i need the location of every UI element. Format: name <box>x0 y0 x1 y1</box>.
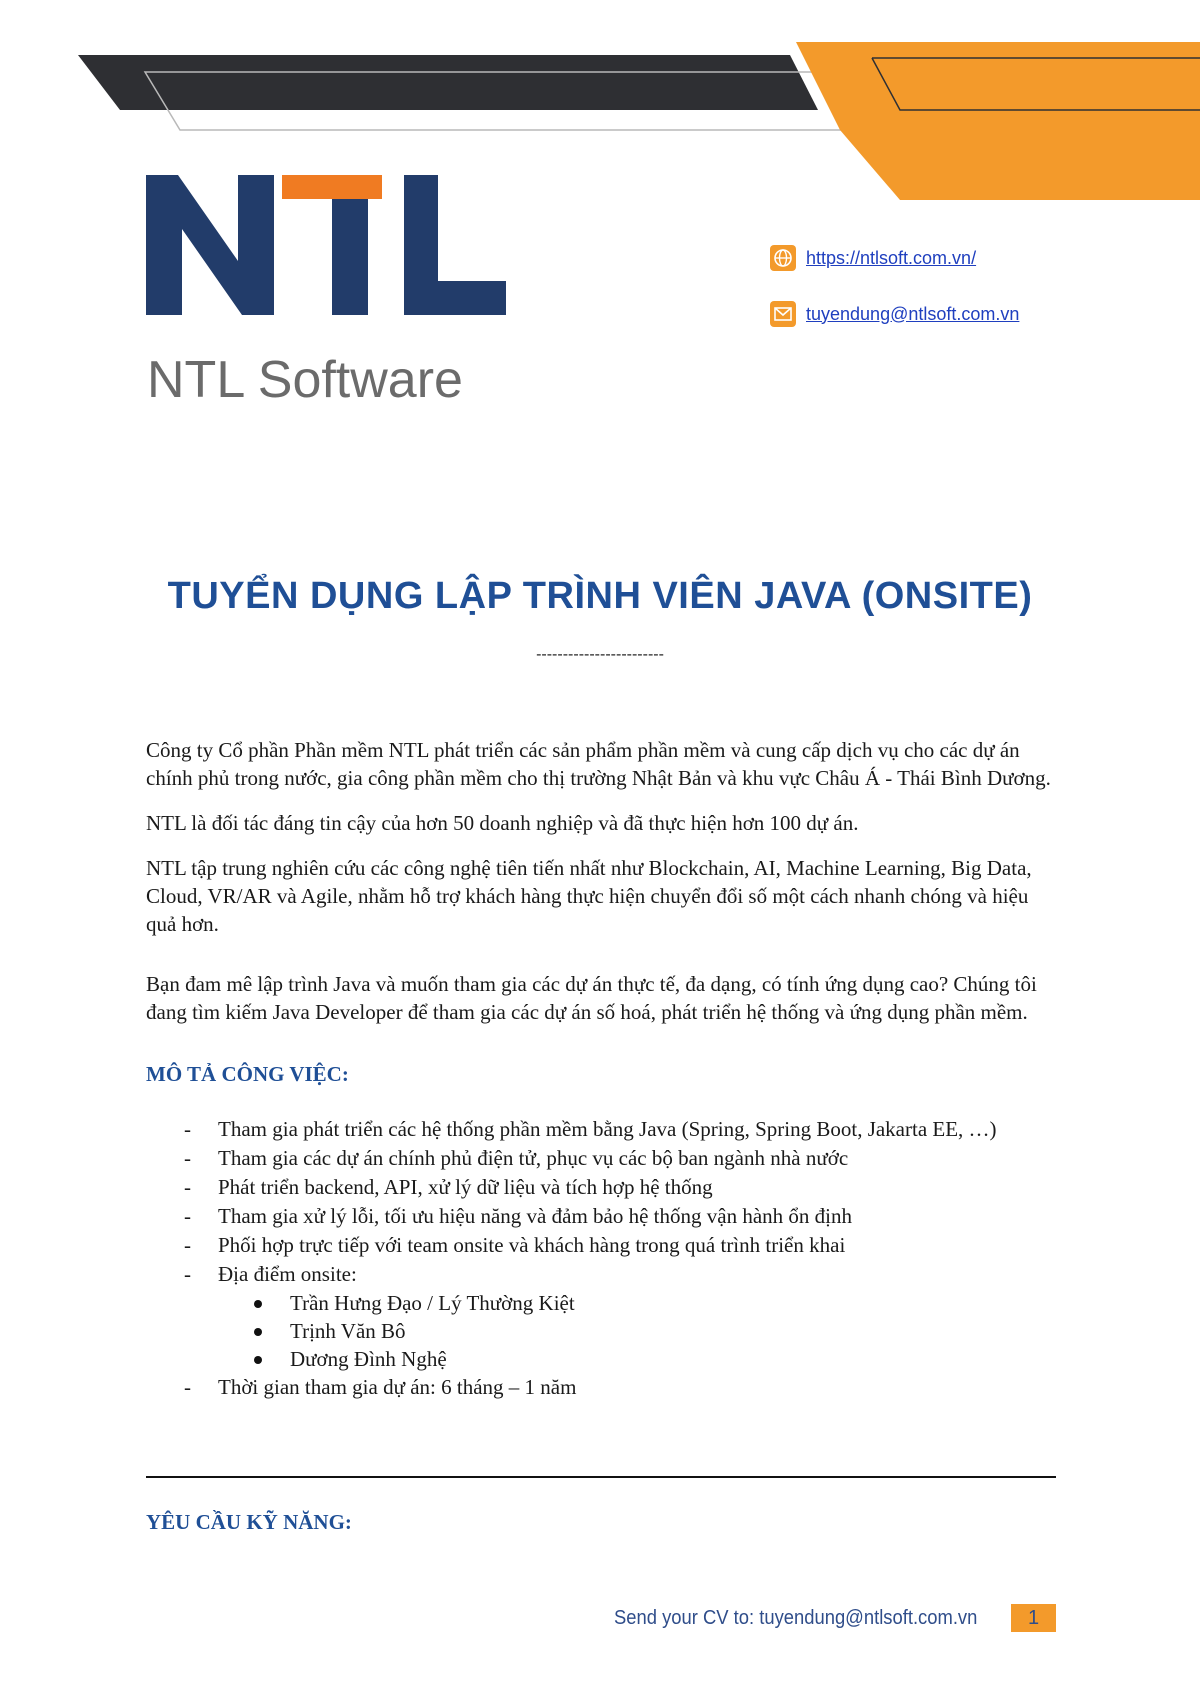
location-item: Trịnh Văn Bô <box>146 1317 1056 1345</box>
dash-marker: - <box>184 1175 191 1199</box>
dash-marker: - <box>184 1117 191 1141</box>
list-item: - Phối hợp trực tiếp với team onsite và khách hàng trong quá trình triển khai <box>146 1231 1056 1260</box>
job-description-list <box>146 1115 1056 1289</box>
intro-paragraph: NTL tập trung nghiên cứu các công nghệ tiên tiến nhất như Blockchain, AI, Machine Learning, Big Data, Cloud, VR/AR và Agile, nhằm hỗ trợ khách hàng thực hiện chuyển đổi số một cách nhanh chóng và hiệu quả hơn. <box>146 856 1032 936</box>
dash-marker: - <box>184 1233 191 1257</box>
globe-icon <box>770 245 796 271</box>
page-number: 1 <box>1011 1604 1056 1632</box>
footer-cv-note: Send your CV to: tuyendung@ntlsoft.com.vn <box>614 1607 978 1629</box>
title-divider: ------------------------ <box>536 646 664 663</box>
intro-paragraph: Bạn đam mê lập trình Java và muốn tham gia các dự án thực tế, đa dạng, có tính ứng dụng cao? Chúng tôi đang tìm kiếm Java Developer để tham gia các dự án số hoá, phát triển hệ thống và ứng dụng phần mềm. <box>146 972 1037 1024</box>
email-link[interactable]: tuyendung@ntlsoft.com.vn <box>806 303 1020 324</box>
orange-banner <box>796 42 1200 200</box>
email-contact[interactable] <box>770 301 1019 327</box>
location-item: Trần Hưng Đạo / Lý Thường Kiệt <box>146 1289 1056 1317</box>
bullet-icon <box>254 1328 262 1336</box>
dash-marker: - <box>184 1146 191 1170</box>
ntl-logo <box>146 175 506 315</box>
dash-marker: - <box>184 1375 191 1399</box>
logo-letter-n <box>146 175 274 315</box>
intro-paragraph: NTL là đối tác đáng tin cậy của hơn 50 doanh nghiệp và đã thực hiện hơn 100 dự án. <box>146 811 859 835</box>
list-item: - Tham gia các dự án chính phủ điện tử, phục vụ các bộ ban ngành nhà nước <box>146 1144 1056 1173</box>
page-title: TUYỂN DỤNG LẬP TRÌNH VIÊN JAVA (ONSITE) <box>167 575 1033 617</box>
list-item: - Tham gia phát triển các hệ thống phần mềm bằng Java (Spring, Spring Boot, Jakarta EE, …) <box>146 1115 1056 1144</box>
dash-marker: - <box>184 1204 191 1228</box>
list-item: - Phát triển backend, API, xử lý dữ liệu và tích hợp hệ thống <box>146 1173 1056 1202</box>
document-body <box>146 736 1056 1402</box>
website-contact[interactable] <box>770 245 976 271</box>
intro-paragraph: Công ty Cổ phần Phần mềm NTL phát triển các sản phẩm phần mềm và cung cấp dịch vụ cho các dự án chính phủ trong nước, gia công phần mềm cho thị trường Nhật Bản và khu vực Châu Á - Thái Bình Dương. <box>146 738 1051 790</box>
header-banner <box>0 0 1200 200</box>
horizontal-rule <box>146 1476 1056 1478</box>
dark-banner-stripe <box>78 55 818 110</box>
list-item: - Địa điểm onsite: <box>146 1260 1056 1289</box>
location-item: Dương Đình Nghệ <box>146 1345 1056 1373</box>
logo-letter-t-bar <box>282 175 382 199</box>
logo-letter-t-stem <box>332 199 368 315</box>
skills-heading: YÊU CẦU KỸ NĂNG: <box>146 1510 352 1534</box>
list-item: - Tham gia xử lý lỗi, tối ưu hiệu năng và đảm bảo hệ thống vận hành ổn định <box>146 1202 1056 1231</box>
logo-letter-l-base <box>404 281 506 315</box>
envelope-icon <box>770 301 796 327</box>
logo-caption: NTL Software <box>147 351 463 409</box>
bullet-icon <box>254 1356 262 1364</box>
onsite-locations-list <box>146 1289 1056 1373</box>
duration-list <box>146 1373 1056 1402</box>
list-item <box>146 1373 1056 1402</box>
bullet-icon <box>254 1300 262 1308</box>
job-description-heading: MÔ TẢ CÔNG VIỆC: <box>146 1062 349 1086</box>
dash-marker: - <box>184 1262 191 1286</box>
project-duration: Thời gian tham gia dự án: 6 tháng – 1 năm <box>218 1375 577 1399</box>
website-link[interactable]: https://ntlsoft.com.vn/ <box>806 247 977 268</box>
